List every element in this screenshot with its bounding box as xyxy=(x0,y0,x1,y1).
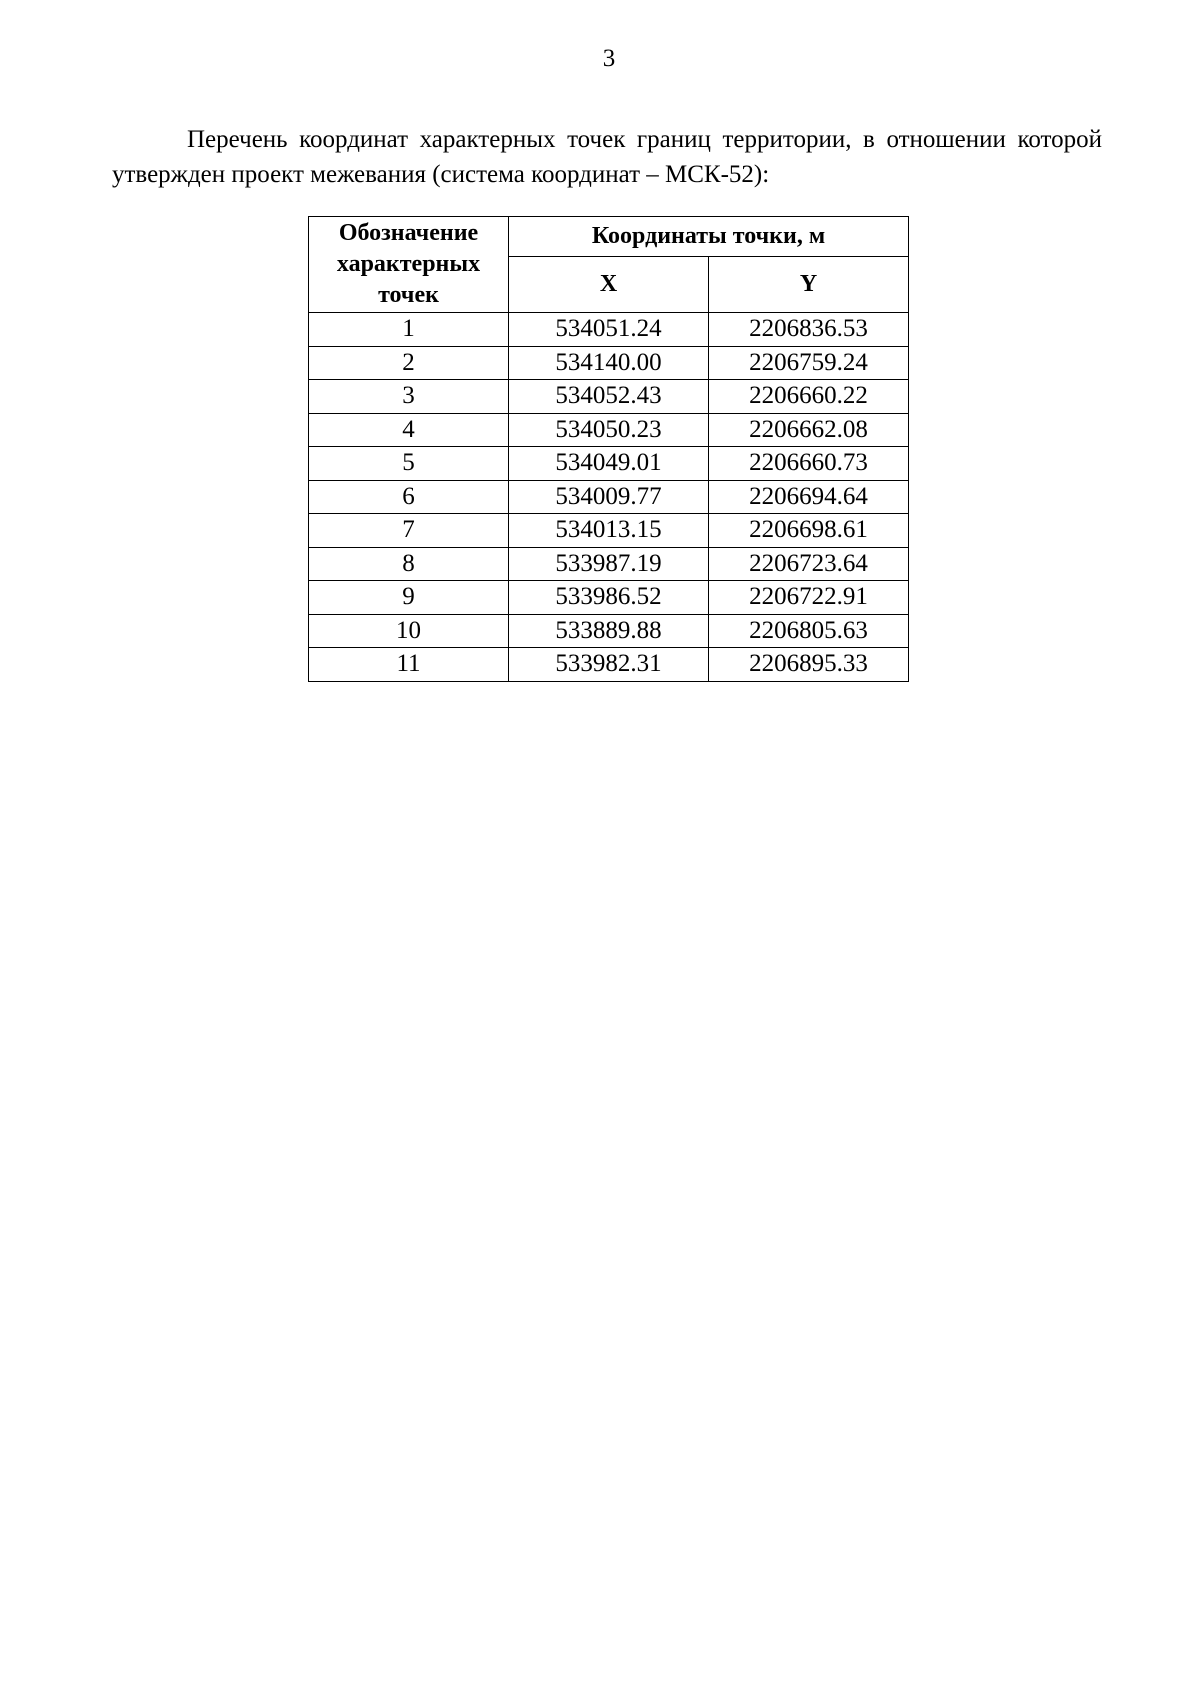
point-cell: 2 xyxy=(309,346,509,380)
x-cell: 534052.43 xyxy=(509,380,709,414)
x-cell: 533982.31 xyxy=(509,648,709,682)
y-cell: 2206660.22 xyxy=(709,380,909,414)
y-cell: 2206805.63 xyxy=(709,614,909,648)
table-row xyxy=(309,480,909,514)
point-cell: 9 xyxy=(309,581,509,615)
x-cell: 534051.24 xyxy=(509,313,709,347)
table-row xyxy=(309,380,909,414)
page-number: 3 xyxy=(602,45,616,72)
table-row xyxy=(309,648,909,682)
header-x: X xyxy=(509,257,709,313)
table-row xyxy=(309,581,909,615)
point-cell: 8 xyxy=(309,547,509,581)
x-cell: 534013.15 xyxy=(509,514,709,548)
point-cell: 1 xyxy=(309,313,509,347)
header-point-designation: Обозначение характерных точек xyxy=(309,217,509,313)
x-cell: 534049.01 xyxy=(509,447,709,481)
point-cell: 10 xyxy=(309,614,509,648)
header-coordinates: Координаты точки, м xyxy=(509,217,909,257)
table-row xyxy=(309,447,909,481)
x-cell: 533986.52 xyxy=(509,581,709,615)
point-cell: 11 xyxy=(309,648,509,682)
x-cell: 534140.00 xyxy=(509,346,709,380)
table-row xyxy=(309,514,909,548)
x-cell: 534009.77 xyxy=(509,480,709,514)
table-row xyxy=(309,346,909,380)
intro-paragraph: Перечень координат характерных точек границ территории, в отношении которой утвержден проект межевания (система координат – МСК-52): xyxy=(112,126,1102,188)
table-row xyxy=(309,313,909,347)
y-cell: 2206836.53 xyxy=(709,313,909,347)
y-cell: 2206694.64 xyxy=(709,480,909,514)
table-row xyxy=(309,547,909,581)
point-cell: 4 xyxy=(309,413,509,447)
coordinates-table xyxy=(308,216,909,682)
table-body xyxy=(309,313,909,682)
point-cell: 3 xyxy=(309,380,509,414)
y-cell: 2206662.08 xyxy=(709,413,909,447)
y-cell: 2206660.73 xyxy=(709,447,909,481)
y-cell: 2206759.24 xyxy=(709,346,909,380)
table-row xyxy=(309,614,909,648)
y-cell: 2206723.64 xyxy=(709,547,909,581)
point-cell: 6 xyxy=(309,480,509,514)
x-cell: 534050.23 xyxy=(509,413,709,447)
y-cell: 2206895.33 xyxy=(709,648,909,682)
y-cell: 2206698.61 xyxy=(709,514,909,548)
header-y: Y xyxy=(709,257,909,313)
x-cell: 533987.19 xyxy=(509,547,709,581)
point-cell: 7 xyxy=(309,514,509,548)
point-cell: 5 xyxy=(309,447,509,481)
table-row xyxy=(309,413,909,447)
y-cell: 2206722.91 xyxy=(709,581,909,615)
x-cell: 533889.88 xyxy=(509,614,709,648)
